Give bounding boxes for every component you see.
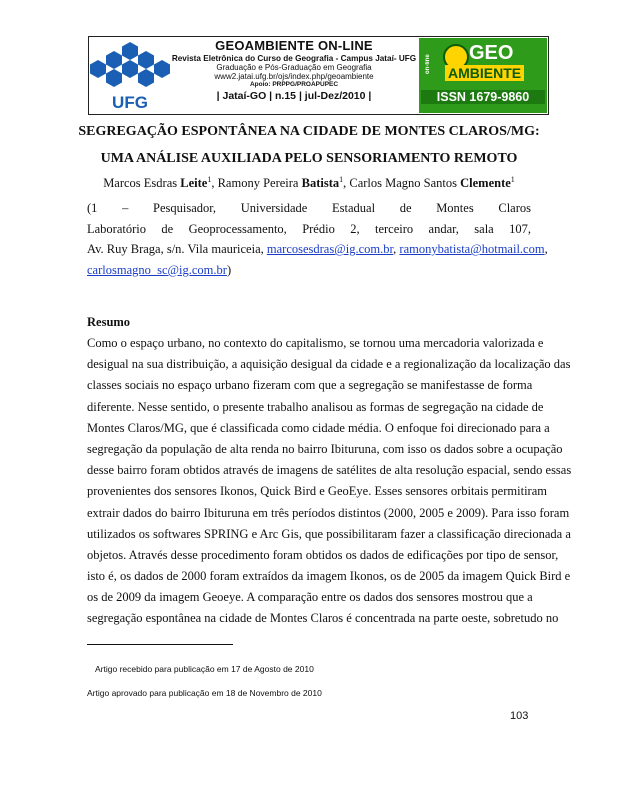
affiliation-close: ): [226, 262, 232, 277]
footnote-approved: Artigo aprovado para publicação em 18 de Novembro de 2010: [87, 688, 322, 698]
journal-banner: [88, 36, 549, 115]
page-number: 103: [510, 710, 529, 722]
resumo-line: desse bairro foram obtidos através de imagens de satélites de alta resolução espacial, sendo essas: [87, 463, 572, 478]
author1-first: Marcos Esdras: [103, 176, 181, 191]
author1-sup: 1: [207, 175, 212, 184]
author2-last: Batista: [301, 176, 340, 191]
issn-label: ISSN 1679-9860: [421, 90, 545, 104]
affiliation-line1: (1 – Pesquisador, Universidade Estadual de Montes Claros: [87, 201, 531, 215]
email-link-leite[interactable]: marcosesdras@ig.com.br: [266, 242, 394, 257]
article-title-line1: SEGREGAÇÃO ESPONTÂNEA NA CIDADE DE MONTES CLAROS/MG:: [78, 124, 540, 139]
affiliation-line4: [87, 260, 531, 281]
resumo-body: [87, 333, 572, 630]
geo-word: GEO: [469, 42, 514, 64]
author2-sup: 1: [339, 175, 344, 184]
author1-last: Leite: [180, 176, 208, 191]
footnote-rule: [87, 644, 233, 645]
email-link-clemente[interactable]: carlosmagno_sc@ig.com.br: [87, 262, 227, 277]
affiliation-comma: ,: [544, 242, 548, 257]
resumo-line: segregação espontânea na cidade de Montes Claros é concentrada na parte oeste, sobretudo no: [87, 611, 559, 626]
affiliation-line2: Laboratório de Geoprocessamento, Prédio 2, terceiro andar, sala 107,: [87, 221, 531, 236]
journal-support: Apoio: PRPPG/PROAPUPEC: [249, 81, 339, 88]
journal-url: www2.jatai.ufg.br/ojs/index.php/geoambiente: [214, 72, 374, 81]
affiliation-address: Av. Ruy Braga, s/n. Vila mauriceia,: [87, 242, 267, 257]
resumo-line: isto é, os dados de 2000 foram extraídos da imagem Ikonos, os de 2005 da imagem Quick Bird e: [87, 569, 571, 584]
article-title-line2: UMA ANÁLISE AUXILIADA PELO SENSORIAMENTO REMOTO: [100, 151, 518, 166]
resumo-line: provenientes dos sensores Ikonos, Quick Bird e GeoEye. Esses sensores orbitais permitiram: [87, 484, 547, 499]
resumo-line: desigual na sua distribuição, a aquisição desigual da cidade e a regionalização da localização das: [87, 357, 571, 372]
resumo-heading: Resumo: [87, 315, 131, 329]
resumo-line: extrair dados do bairro Ibituruna em três períodos distintos (2000, 2005 e 2009). Para isso foram: [87, 505, 570, 520]
resumo-line: diferente. Nesse sentido, o presente trabalho analisou as formas de segregação na cidade de: [87, 399, 544, 414]
resumo-line: os de 2009 da imagem Geoeye. A comparação entre os dados dos sensores mostrou que a: [87, 590, 533, 605]
author3-last: Clemente: [460, 176, 511, 191]
footnote-received: Artigo recebido para publicação em 17 de Agosto de 2010: [95, 664, 314, 674]
resumo-line: Montes Claros/MG, que é classificada como cidade média. O enfoque foi direcionado para a: [87, 420, 550, 435]
resumo-line: objetos. Através desse procedimento foram obtidos os dados de edificações por tipo de sensor,: [87, 547, 559, 562]
affiliation-line3: [87, 239, 548, 260]
journal-issue: | Jataí-GO | n.15 | jul-Dez/2010 |: [216, 90, 372, 102]
geoambiente-logo: [419, 38, 547, 113]
ufg-logo: [90, 38, 170, 113]
affiliation-sep: ,: [393, 242, 400, 257]
journal-program: Graduação e Pós-Graduação em Geografia: [216, 63, 372, 72]
resumo-line: utilizados os softwares SPRING e Arc Gis, que possibilitaram fazer a classificação direcionada a: [87, 526, 571, 541]
ufg-logo-text: UFG: [112, 93, 148, 112]
author2-first: , Ramony Pereira: [211, 176, 302, 191]
journal-title: GEOAMBIENTE ON-LINE: [215, 38, 373, 53]
resumo-line: Como o espaço urbano, no contexto do capitalismo, se tornou uma mercadoria valorizada e: [87, 336, 544, 350]
banner-center: [171, 37, 417, 114]
author3-sup: 1: [510, 175, 515, 184]
geo-vertical-text: on-line: [425, 54, 431, 74]
author3-first: , Carlos Magno Santos: [343, 176, 461, 191]
authors: [0, 175, 618, 191]
geo-ambiente-word: AMBIENTE: [445, 65, 524, 81]
resumo-line: classes sociais no espaço urbano fizeram com que a segregação se manifestasse de forma: [87, 378, 533, 393]
journal-subtitle: Revista Eletrônica do Curso de Geografia - Campus Jataí- UFG: [171, 54, 417, 63]
resumo-line: segregação da população de alta renda no bairro Ibituruna, com isso os dados sobre a ocupação: [87, 441, 563, 456]
affiliation: [87, 198, 548, 280]
email-link-batista[interactable]: ramonybatista@hotmail.com: [399, 242, 545, 257]
